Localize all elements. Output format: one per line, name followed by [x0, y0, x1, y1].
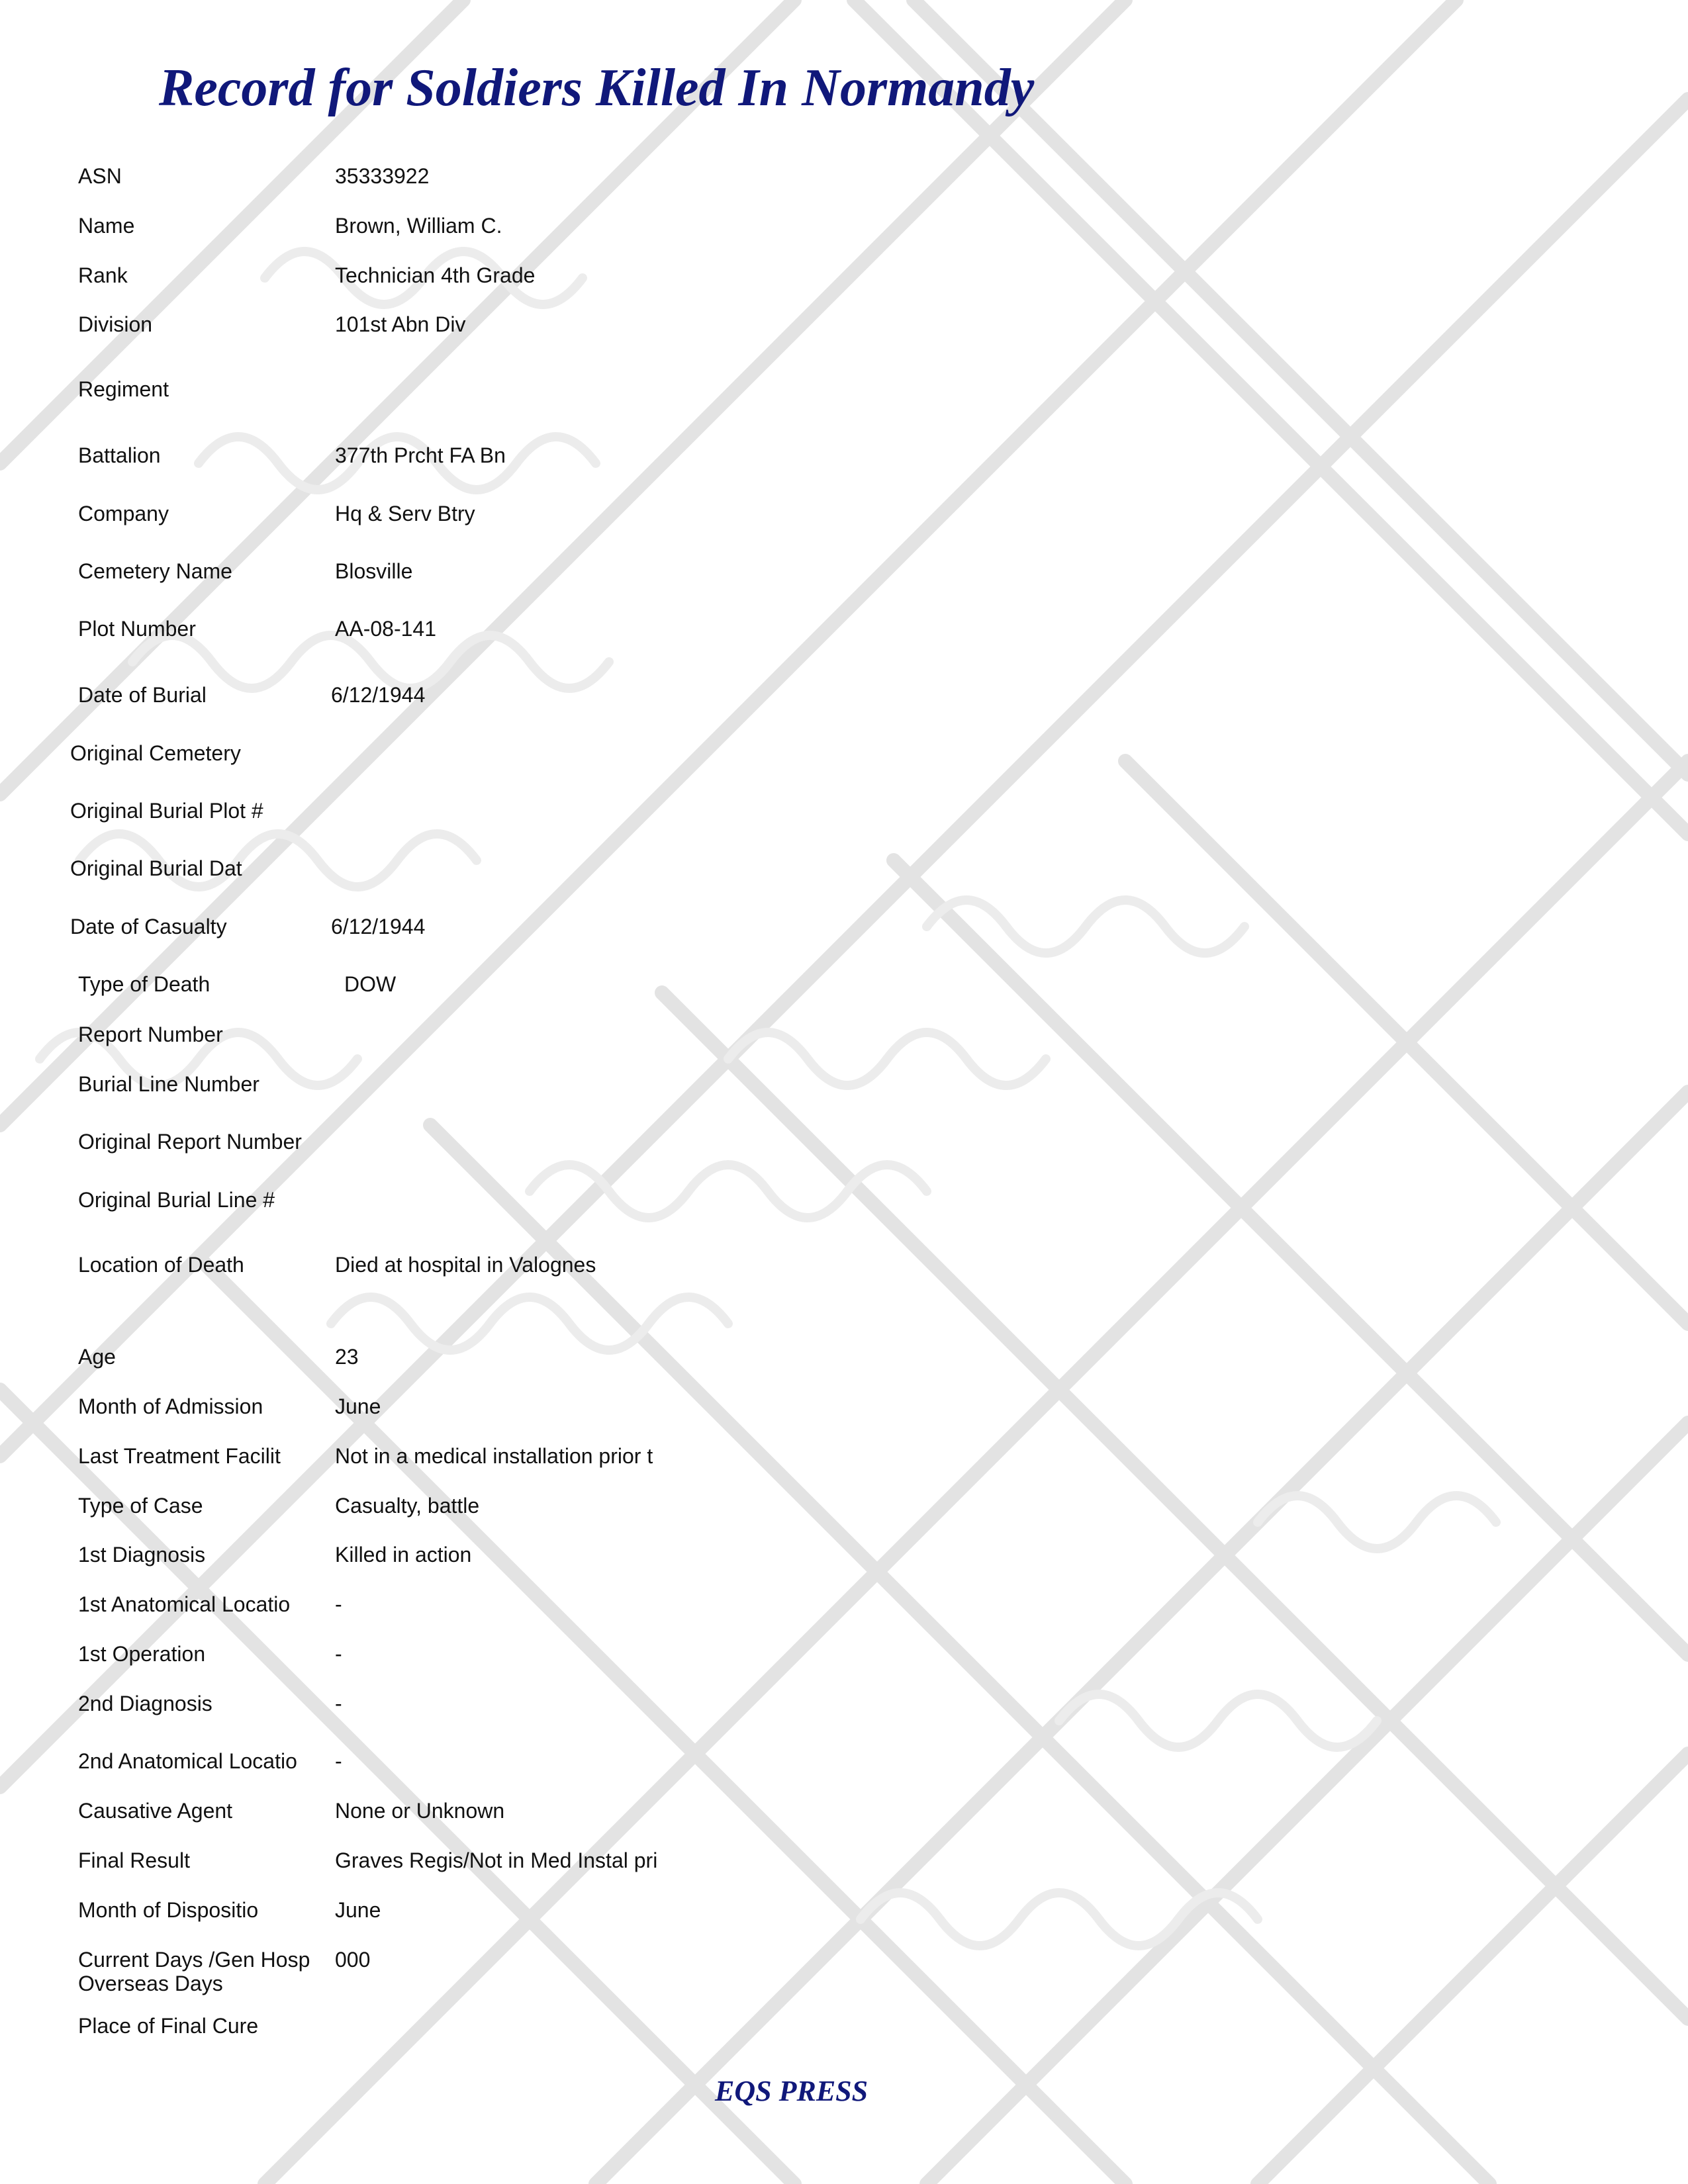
field-label: ASN — [78, 164, 122, 188]
field-label: Battalion — [78, 443, 161, 467]
field-value: June — [335, 1394, 381, 1418]
field-label: Rank — [78, 263, 128, 287]
field-value: - — [335, 1642, 342, 1666]
field-label: Date of Burial — [78, 683, 207, 707]
field-label: Division — [78, 312, 153, 336]
field-value: 101st Abn Div — [335, 312, 466, 336]
field-value: 000 — [335, 1948, 371, 1972]
field-value: None or Unknown — [335, 1799, 505, 1823]
field-label: Month of Admission — [78, 1394, 263, 1418]
publisher-footer: EQS PRESS — [715, 2075, 868, 2107]
field-label: Last Treatment Facilit — [78, 1444, 281, 1468]
field-value: Not in a medical installation prior t — [335, 1444, 653, 1468]
field-label: Original Burial Dat — [70, 856, 242, 880]
field-label: Type of Death — [78, 972, 211, 996]
field-label: Month of Dispositio — [78, 1898, 259, 1922]
field-value: DOW — [344, 972, 397, 996]
field-value: 23 — [335, 1345, 359, 1369]
field-label: Final Result — [78, 1848, 190, 1872]
field-label: 2nd Diagnosis — [78, 1692, 212, 1715]
field-label: 1st Anatomical Locatio — [78, 1592, 291, 1616]
field-label: Name — [78, 214, 135, 238]
field-value: Brown, William C. — [335, 214, 502, 238]
field-value: 6/12/1944 — [331, 683, 426, 707]
field-label: Original Burial Plot # — [70, 799, 263, 823]
field-value: Casualty, battle — [335, 1494, 480, 1518]
field-label: Cemetery Name — [78, 559, 232, 583]
field-value: 6/12/1944 — [331, 915, 426, 938]
field-value: Blosville — [335, 559, 413, 583]
field-value: Technician 4th Grade — [335, 263, 536, 287]
field-label: Report Number — [78, 1023, 223, 1046]
field-label: Current Days /Gen Hosp Overseas Days — [78, 1948, 310, 1995]
field-label: Original Report Number — [78, 1130, 302, 1154]
field-label: Original Cemetery — [70, 741, 241, 765]
field-value: Graves Regis/Not in Med Instal pri — [335, 1848, 658, 1872]
page-title: Record for Soldiers Killed In Normandy — [159, 59, 1035, 117]
field-label: Type of Case — [78, 1494, 203, 1518]
field-value: - — [335, 1749, 342, 1773]
field-value: 35333922 — [335, 164, 430, 188]
field-label: Place of Final Cure — [78, 2014, 259, 2038]
field-value: - — [335, 1692, 342, 1715]
field-value: 377th Prcht FA Bn — [335, 443, 506, 467]
field-label: Original Burial Line # — [78, 1188, 275, 1212]
field-label: 1st Diagnosis — [78, 1543, 206, 1567]
field-value: June — [335, 1898, 381, 1922]
field-value: Died at hospital in Valognes — [335, 1253, 596, 1277]
field-label: Burial Line Number — [78, 1072, 259, 1096]
field-label: Regiment — [78, 377, 169, 401]
field-value: AA-08-141 — [335, 617, 436, 641]
field-label: Plot Number — [78, 617, 196, 641]
field-label: Causative Agent — [78, 1799, 233, 1823]
field-value: Killed in action — [335, 1543, 472, 1567]
field-label: 1st Operation — [78, 1642, 206, 1666]
field-label: Location of Death — [78, 1253, 244, 1277]
field-value: Hq & Serv Btry — [335, 502, 475, 525]
field-value: - — [335, 1592, 342, 1616]
field-label: Company — [78, 502, 169, 525]
field-label: Date of Casualty — [70, 915, 227, 938]
field-label: 2nd Anatomical Locatio — [78, 1749, 297, 1773]
field-label: Age — [78, 1345, 116, 1369]
